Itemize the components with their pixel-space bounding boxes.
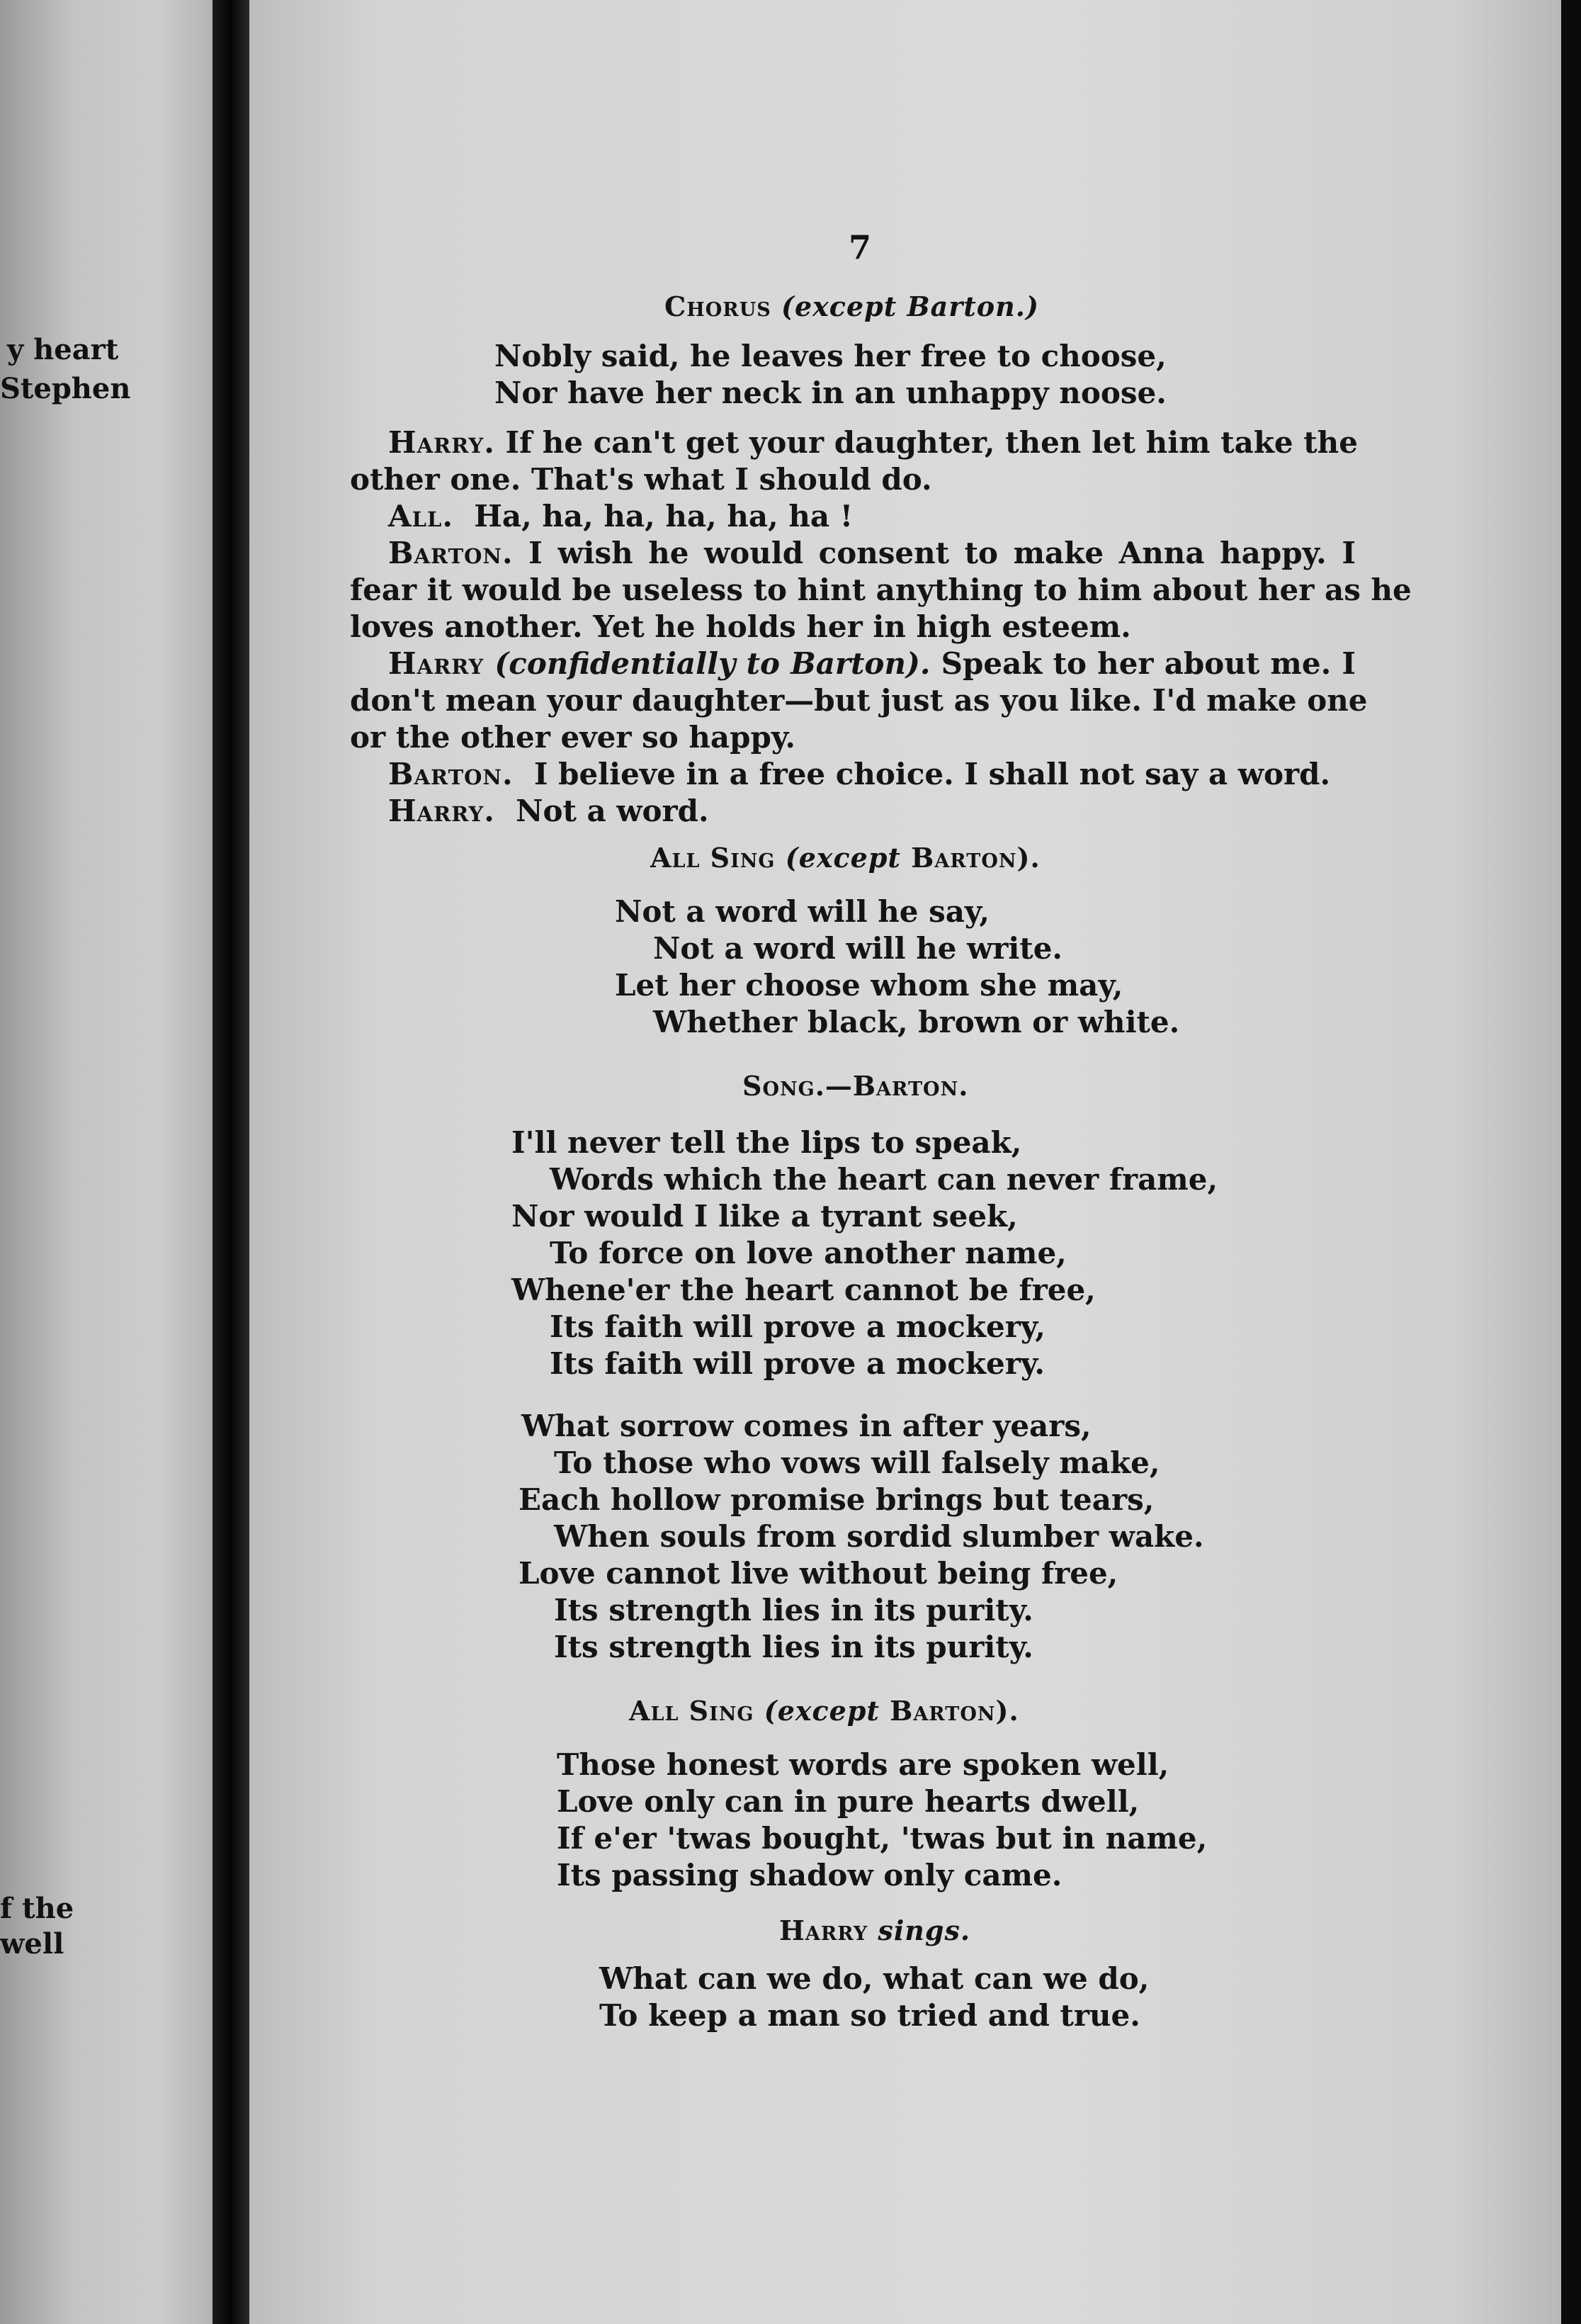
verse-line: Each hollow promise brings but tears, — [518, 1482, 1155, 1517]
dialogue-line: Harry. Not a word. — [388, 794, 709, 828]
book-spine-gutter — [212, 0, 249, 2324]
verse-line: Love cannot live without being free, — [518, 1556, 1118, 1591]
verse-line: To keep a man so tried and true. — [599, 1998, 1140, 2033]
left-page-fragment: Stephen — [0, 372, 131, 405]
song-heading: Song.—Barton. — [742, 1070, 969, 1102]
verse-line: Whether black, brown or white. — [653, 1005, 1180, 1039]
verse-line: Its passing shadow only came. — [557, 1858, 1062, 1893]
verse-line: What can we do, what can we do, — [599, 1961, 1150, 1996]
dialogue-line: Barton. I believe in a free choice. I shall not say a word. — [388, 757, 1331, 791]
left-page-edge — [0, 0, 212, 2324]
left-page-fragment: y heart — [7, 333, 119, 366]
verse-line: Not a word will he write. — [653, 931, 1063, 966]
dialogue-line: other one. That's what I should do. — [350, 462, 932, 497]
chorus-heading: Chorus (except Barton.) — [664, 290, 1039, 322]
verse-line: Nor would I like a tyrant seek, — [511, 1199, 1018, 1234]
page-number: 7 — [849, 228, 872, 266]
dialogue-line: loves another. Yet he holds her in high esteem. — [350, 609, 1131, 644]
verse-line: Nor have her neck in an unhappy noose. — [494, 376, 1167, 410]
verse-line: Its strength lies in its purity. — [554, 1630, 1033, 1664]
page-edge-shadow — [1561, 0, 1581, 2324]
dialogue-line: don't mean your daughter—but just as you like. I'd make one — [350, 683, 1368, 718]
verse-line: Nobly said, he leaves her free to choose, — [494, 339, 1167, 373]
verse-line: Love only can in pure hearts dwell, — [557, 1784, 1140, 1819]
dialogue-line: or the other ever so happy. — [350, 720, 796, 755]
verse-line: Its faith will prove a mockery. — [550, 1346, 1046, 1381]
verse-line: Whene'er the heart cannot be free, — [511, 1273, 1096, 1307]
verse-line: Its strength lies in its purity. — [554, 1593, 1033, 1628]
verse-line: If e'er 'twas bought, 'twas but in name, — [557, 1821, 1208, 1856]
verse-line: Those honest words are spoken well, — [557, 1747, 1169, 1782]
verse-line: Not a word will he say, — [615, 894, 990, 929]
verse-line: To force on love another name, — [550, 1236, 1067, 1270]
verse-line: What sorrow comes in after years, — [521, 1409, 1092, 1443]
all-sing-heading: All Sing (except Barton). — [629, 1695, 1019, 1727]
left-page-fragment: f the — [0, 1892, 74, 1925]
verse-line: I'll never tell the lips to speak, — [511, 1125, 1022, 1160]
dialogue-line: Harry (confidentially to Barton). Speak to her about me. I — [388, 646, 1356, 681]
verse-line: When souls from sordid slumber wake. — [554, 1519, 1204, 1554]
all-sing-heading: All Sing (except Barton). — [650, 842, 1041, 874]
verse-line: To those who vows will falsely make, — [554, 1445, 1160, 1480]
dialogue-line: All. Ha, ha, ha, ha, ha, ha ! — [388, 499, 854, 534]
verse-line: Its faith will prove a mockery, — [550, 1309, 1046, 1344]
verse-line: Words which the heart can never frame, — [550, 1162, 1218, 1197]
dialogue-line: fear it would be useless to hint anything to him about her as he — [350, 572, 1412, 607]
left-page-fragment: well — [0, 1927, 64, 1961]
harry-sings-heading: Harry sings. — [779, 1914, 971, 1946]
dialogue-line: Barton. I wish he would consent to make Anna happy. I — [388, 536, 1356, 570]
dialogue-line: Harry. If he can't get your daughter, then let him take the — [388, 425, 1358, 460]
verse-line: Let her choose whom she may, — [615, 968, 1123, 1003]
